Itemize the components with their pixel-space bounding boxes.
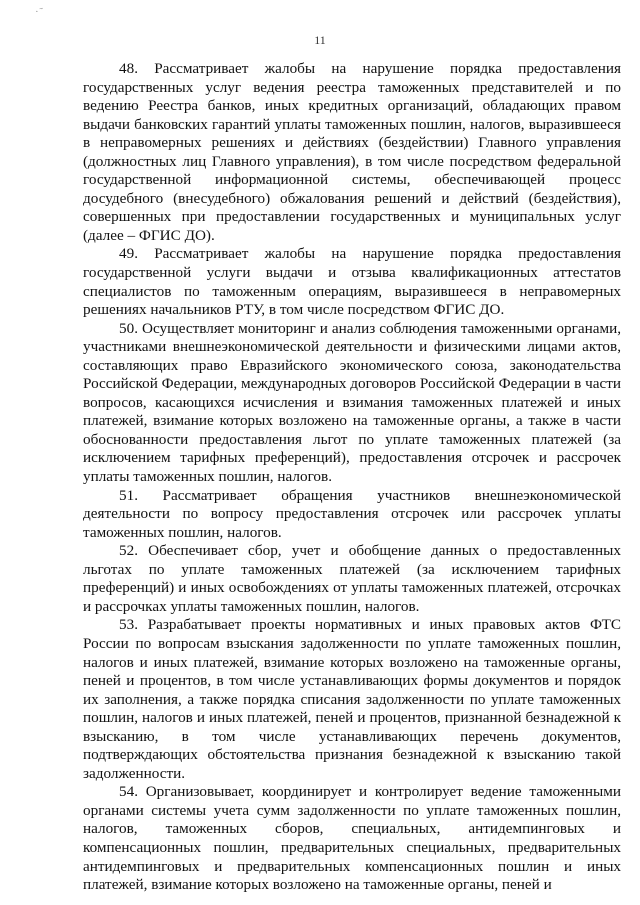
- paragraph-49: 49. Рассматривает жалобы на нарушение порядка предоставления государственной услуги выдачи и отзыва квалификационных аттестатов специалистов по таможенным операциям, выразившееся в неправомерных решениях начальников РТУ, в том числе посредством ФГИС ДО.: [83, 245, 621, 319]
- scan-mark: · ˜: [35, 6, 43, 18]
- paragraph-54: 54. Организовывает, координирует и контролирует ведение таможенными органами системы учета сумм задолженности по уплате таможенных пошлин, налогов, таможенных сборов, специальных, антидемпинговых и компенсационных пошлин, предварительных специальных, предварительных антидемпинговых и предварительных компенсационных пошлин и иных платежей, взимание которых возложено на таможенные органы, пеней и: [83, 783, 621, 894]
- page-number: 11: [314, 33, 326, 47]
- document-body: [83, 60, 621, 895]
- paragraph-51: 51. Рассматривает обращения участников внешнеэкономической деятельности по вопросу предоставления отсрочек или рассрочек уплаты таможенных пошлин, налогов.: [83, 486, 621, 541]
- paragraph-48: 48. Рассматривает жалобы на нарушение порядка предоставления государственных услуг ведения реестра таможенных представителей и по ведению Реестра банков, иных кредитных организаций, обладающих правом выдачи банковских гарантий уплаты таможенных пошлин, налогов, выразившееся в неправомерных решениях и действиях (бездействии) Главного управления (должностных лиц Главного управления), в том числе посредством федеральной государственной информационной системы, обеспечивающей процесс досудебного (внесудебного) обжалования решений и действий (бездействия), совершенных при предоставлении государственных и муниципальных услуг (далее – ФГИС ДО).: [83, 60, 621, 244]
- paragraph-52: 52. Обеспечивает сбор, учет и обобщение данных о предоставленных льготах по уплате таможенных платежей (за исключением тарифных преференций) и иных освобождениях от уплаты таможенных платежей, отсрочках и рассрочках уплаты таможенных пошлин, налогов.: [83, 542, 621, 615]
- paragraph-50: 50. Осуществляет мониторинг и анализ соблюдения таможенными органами, участниками внешнеэкономической деятельности и физическими лицами актов, составляющих право Евразийского экономического союза, законодательства Российской Федерации, международных договоров Российской Федерации в части вопросов, касающихся исчисления и взимания таможенных платежей и иных платежей, взимание которых возложено на таможенные органы, а также в части обоснованности предоставления льгот по уплате таможенных платежей (за исключением тарифных преференций), предоставления отсрочек и рассрочек уплаты таможенных пошлин, налогов.: [83, 319, 621, 486]
- paragraph-53: 53. Разрабатывает проекты нормативных и иных правовых актов ФТС России по вопросам взыскания задолженности по уплате таможенных пошлин, налогов и иных платежей, взимание которых возложено на таможенные органы, пеней и процентов, в том числе устанавливающих формы документов и порядок их заполнения, а также порядка списания задолженности по уплате таможенных пошлин, налогов и иных платежей, пеней и процентов, признанной безнадежной к взысканию, в том числе устанавливающих перечень документов, подтверждающих обстоятельства признания безнадежной к взысканию такой задолженности.: [83, 616, 621, 782]
